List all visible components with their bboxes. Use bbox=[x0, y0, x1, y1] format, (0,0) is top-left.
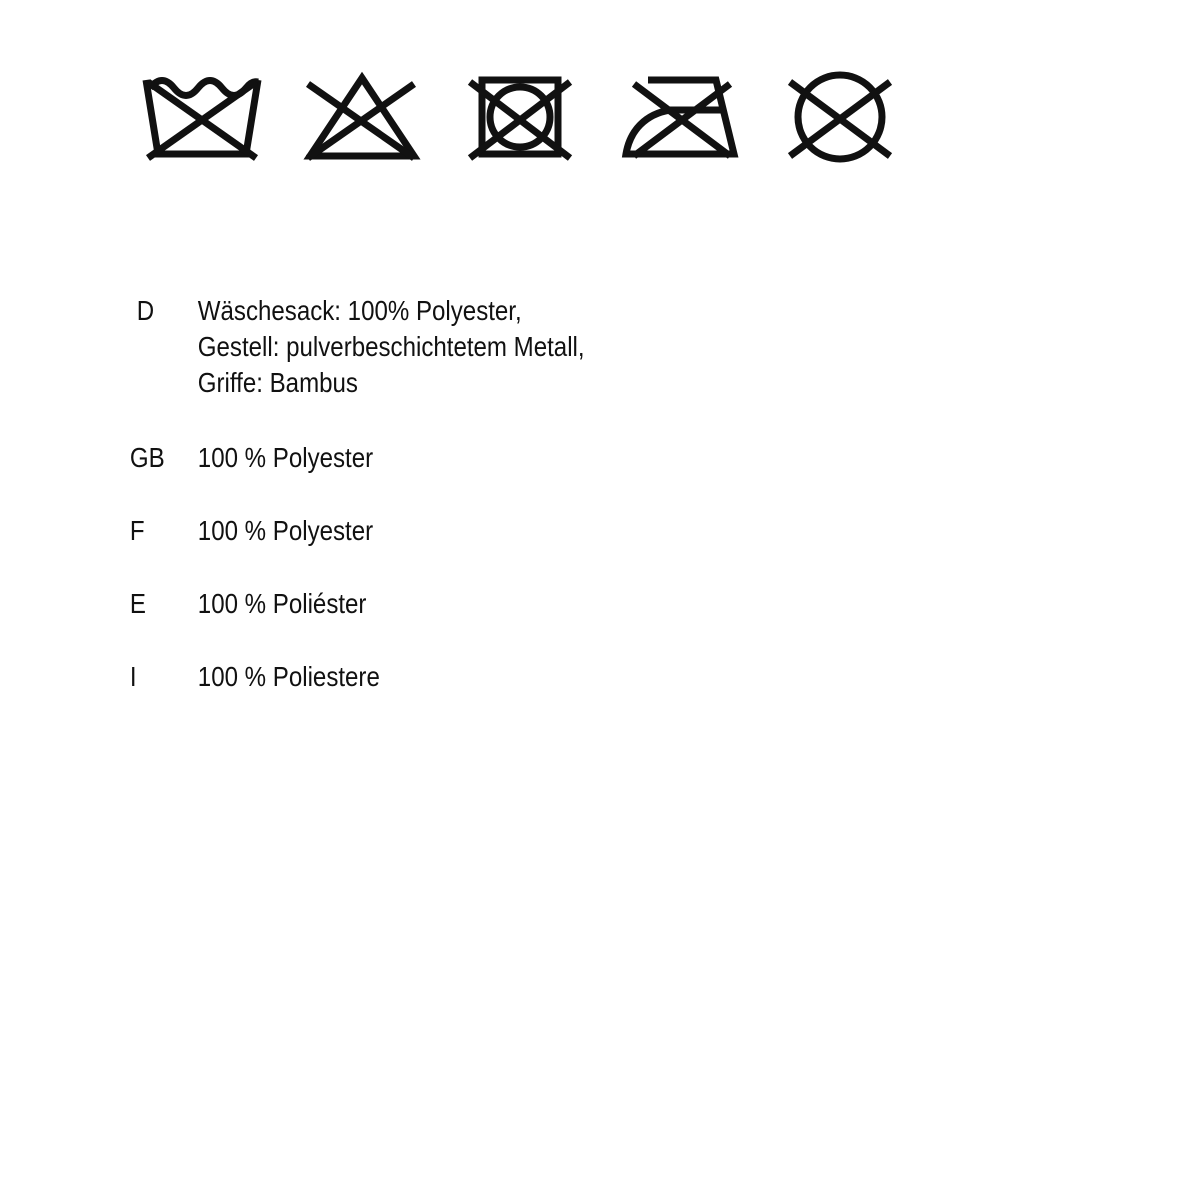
language-code: D bbox=[136, 295, 155, 326]
material-text bbox=[198, 586, 367, 622]
material-line: Griffe: Bambus bbox=[197, 367, 358, 398]
material-text bbox=[198, 513, 373, 549]
material-line: 100 % Polyester bbox=[197, 442, 374, 473]
tumble-dry-crossed-out-icon bbox=[462, 68, 586, 172]
iron-crossed-out-icon bbox=[620, 68, 744, 172]
material-line: 100 % Poliestere bbox=[197, 661, 380, 692]
language-code: F bbox=[129, 515, 145, 546]
material-text bbox=[198, 440, 373, 476]
material-text bbox=[198, 659, 380, 695]
material-line: 100 % Polyester bbox=[197, 515, 374, 546]
language-code: GB bbox=[129, 442, 165, 473]
care-symbols-row bbox=[0, 0, 1200, 200]
dry-clean-crossed-out-icon bbox=[780, 68, 904, 172]
language-code: I bbox=[129, 661, 137, 692]
wash-30-gentle-crossed-out-icon bbox=[140, 68, 264, 172]
language-code: E bbox=[129, 588, 146, 619]
material-line: 100 % Poliéster bbox=[197, 588, 367, 619]
material-line: Wäschesack: 100% Polyester, bbox=[197, 295, 522, 326]
bleach-crossed-out-icon bbox=[300, 68, 424, 172]
material-line: Gestell: pulverbeschichtetem Metall, bbox=[197, 331, 585, 362]
material-text bbox=[198, 293, 585, 401]
